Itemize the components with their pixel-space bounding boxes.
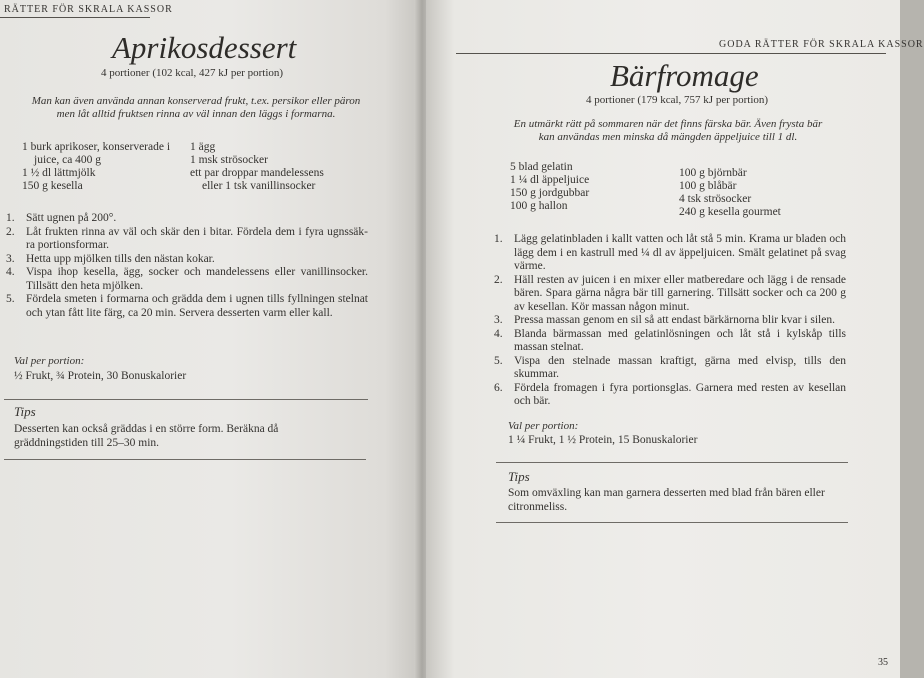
step [6, 293, 368, 320]
step [494, 314, 846, 328]
intro-left: Man kan även använda annan konserverad frukt, t.ex. persikor eller päron men låt alltid fruktsen rinna av väl innan den läggs i formarna. [31, 95, 361, 120]
step-text: Vispa den stelnade massan kraftigt, gärna med elvisp, tills den skummar. [514, 354, 846, 380]
step-number: 3. [494, 314, 503, 326]
step-text: Blanda bärmassan med gelatinlösningen och låt stå i kylskåp tills massan stelnat. [514, 327, 846, 353]
header-rule-left [0, 17, 150, 18]
step-number: 4. [494, 327, 503, 340]
step-text: Låt frukten rinna av väl och skär den i bitar. Fördela dem i fyra ugnssäk-ra portionsformar. [26, 225, 368, 251]
right-page [426, 0, 924, 678]
step-number: 3. [6, 252, 15, 265]
ingredient: ett par droppar mandelessens [190, 167, 324, 179]
ingredient: 4 tsk strösocker [679, 193, 752, 205]
value-text-left: ½ Frukt, ¾ Protein, 30 Bonuskalorier [14, 370, 187, 382]
step-number: 2. [6, 225, 15, 238]
step [494, 382, 846, 409]
tips-label-left: Tips [14, 404, 36, 419]
step-number: 5. [494, 354, 503, 367]
ingredient: 5 blad gelatin [510, 161, 573, 173]
ingredient: juice, ca 400 g [34, 154, 102, 166]
ingredients-right-col2 [679, 167, 849, 219]
ingredient: 100 g björnbär [679, 167, 747, 179]
tips-rule-top-right [496, 462, 848, 463]
step [494, 274, 846, 315]
ingredient: 1 msk strösocker [190, 154, 268, 166]
step-number: 4. [6, 266, 15, 278]
step [6, 253, 368, 267]
ingredient: 100 g blåbär [679, 180, 737, 192]
steps-left [6, 212, 368, 320]
value-label-left: Val per portion: [14, 355, 85, 367]
recipe-title-right: Bärfromage [610, 58, 759, 93]
portions-left: 4 portioner (102 kcal, 427 kJ per portion) [101, 67, 284, 79]
ingredient: eller 1 tsk vanillinsocker [202, 180, 316, 192]
tips-rule-top-left [4, 399, 368, 400]
intro-right: En utmärkt rätt på sommaren när det finns färska bär. Även frysta bär kan användas men minska då mängden äppeljuice till 1 dl. [513, 118, 823, 143]
header-rule-right [456, 53, 886, 54]
step [494, 233, 846, 274]
value-label-right: Val per portion: [508, 420, 579, 432]
step [494, 355, 846, 382]
tips-rule-bottom-right [496, 522, 848, 523]
ingredient: 100 g hallon [510, 200, 568, 212]
ingredient: 1 burk aprikoser, konserverade i [22, 141, 171, 153]
step-text: Sätt ugnen på 200°. [26, 212, 117, 224]
steps-right [494, 233, 846, 409]
value-text-right: 1 ¼ Frukt, 1 ½ Protein, 15 Bonuskalorier [508, 434, 698, 446]
portions-right: 4 portioner (179 kcal, 757 kJ per portion) [586, 94, 769, 106]
step-text: Vispa ihop kesella, ägg, socker och mandelessens eller vanillinsocker. Tillsätt den heta mjölken. [26, 266, 368, 292]
step-text: Fördela fromagen i fyra portionsglas. Garnera med resten av kesellan och bär. [514, 381, 846, 407]
running-header-right: GODA RÄTTER FÖR SKRALA KASSOR [719, 39, 924, 50]
ingredient: 1 ägg [190, 141, 216, 153]
step-number: 1. [6, 212, 15, 224]
step-text: Häll resten av juicen i en mixer eller matberedare och lägg i de rensade bären. Spara gärna några bär till garnering. Tillsätt socker och ca 200 g av kesellan. Kör massan någon minut. [514, 273, 846, 313]
step [494, 328, 846, 355]
step-number: 1. [494, 233, 503, 245]
ingredient: 240 g kesella gourmet [679, 206, 781, 218]
tips-label-right: Tips [508, 469, 530, 484]
ingredient: 1 ½ dl lättmjölk [22, 167, 96, 179]
step [6, 226, 368, 253]
step-number: 2. [494, 273, 503, 286]
ingredients-left-col1 [22, 141, 192, 193]
step [6, 212, 368, 226]
tips-text-left: Desserten kan också gräddas i en större form. Beräkna då gräddningstiden till 25–30 min. [14, 423, 279, 449]
ingredient: 150 g jordgubbar [510, 187, 590, 199]
tips-rule-bottom-left [4, 459, 366, 460]
step-number: 5. [6, 293, 15, 305]
recipe-title-left: Aprikosdessert [112, 30, 297, 65]
step-text: Hetta upp mjölken tills den nästan kokar. [26, 252, 215, 265]
tips-text-right: Som omväxling kan man garnera desserten med blad från bären eller citronmeliss. [508, 487, 825, 513]
step-text: Fördela smeten i formarna och grädda dem i ugnen tills fyllningen stelnat och ytan fått lite färg, ca 20 min. Servera desserten varm eller kall. [26, 293, 368, 319]
ingredient: 1 ¼ dl äppeljuice [510, 174, 590, 186]
ingredient: 150 g kesella [22, 180, 83, 192]
ingredients-left-col2 [190, 141, 350, 193]
left-page [0, 0, 418, 678]
page-number: 35 [878, 657, 888, 668]
step-text: Pressa massan genom en sil så att endast bärkärnorna blir kvar i silen. [514, 314, 835, 326]
step-number: 6. [494, 381, 503, 394]
running-header-left: RÄTTER FÖR SKRALA KASSOR [4, 4, 173, 15]
step [6, 266, 368, 293]
ingredients-right-col1 [510, 161, 680, 213]
step-text: Lägg gelatinbladen i kallt vatten och låt stå 5 min. Krama ur bladen och lägg dem i en kastrull med ¼ dl av äppeljuicen. Smält gelatinet på svag värme. [514, 233, 846, 272]
